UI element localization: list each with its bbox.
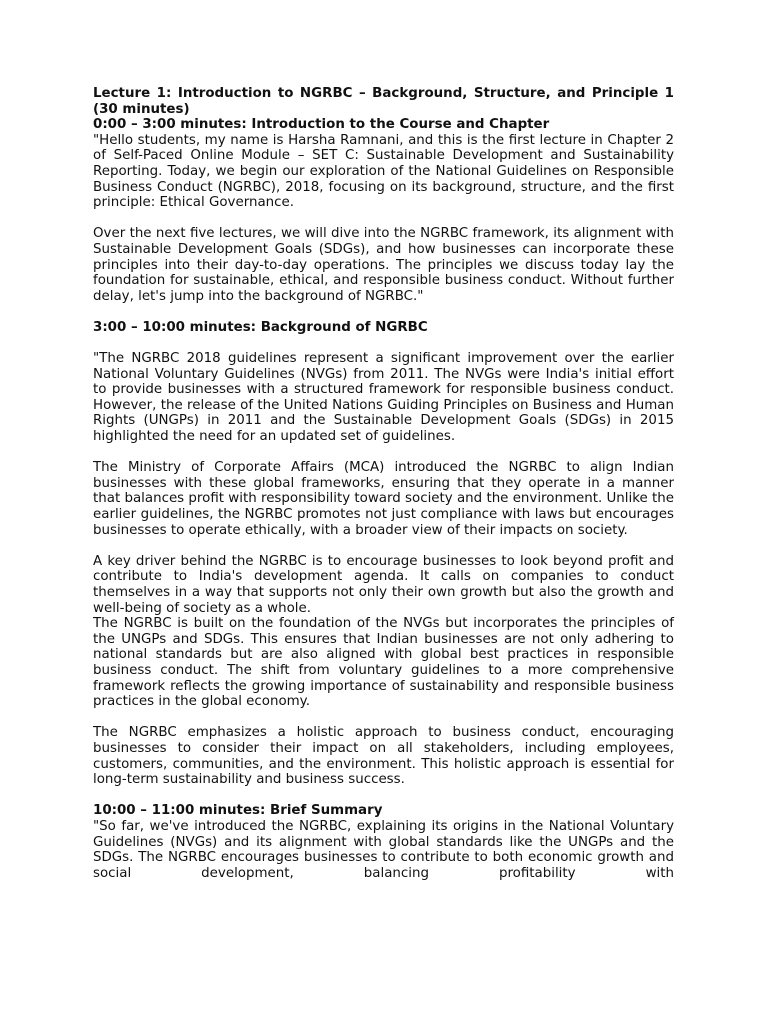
paragraph-summary: "So far, we've introduced the NGRBC, explaining its origins in the National Voluntary Guidelines (NVGs) and its alignment with global standards like the UNGPs and the SDGs. The NGRBC encourages businesses to contribute to both economic growth and social development, balancing profitability with [93,818,674,881]
paragraph-intro-overview: Over the next five lectures, we will dive into the NGRBC framework, its alignment with Sustainable Development Goals (SDGs), and how businesses can incorporate these principles into their day-to-day operations. The principles we discuss today lay the foundation for sustainable, ethical, and responsible business conduct. Without further delay, let's jump into the background of NGRBC." [93,226,674,304]
paragraph-background-holistic: The NGRBC emphasizes a holistic approach to business conduct, encouraging businesses to consider their impact on all stakeholders, including employees, customers, communities, and the environment. This holistic approach is essential for long-term sustainability and business success. [93,725,674,788]
paragraph-gap [93,445,674,461]
paragraph-background-mca: The Ministry of Corporate Affairs (MCA) introduced the NGRBC to align Indian businesses with these global frameworks, ensuring that they operate in a manner that balances profit with responsibility toward society and the environment. Unlike the earlier guidelines, the NGRBC promotes not just compliance with laws but encourages businesses to operate ethically, with a broader view of their impacts on society. [93,460,674,538]
paragraph-background-nvgs: "The NGRBC 2018 guidelines represent a significant improvement over the earlier National Voluntary Guidelines (NVGs) from 2011. The NVGs were India's initial effort to provide businesses with a structured framework for responsible business conduct. However, the release of the United Nations Guiding Principles on Business and Human Rights (UNGPs) in 2011 and the Sustainable Development Goals (SDGs) in 2015 highlighted the need for an updated set of guidelines. [93,351,674,445]
section-heading-background: 3:00 – 10:00 minutes: Background of NGRBC [93,319,428,335]
paragraph-gap [93,336,674,352]
paragraph-gap [93,211,674,227]
section-heading-introduction: 0:00 – 3:00 minutes: Introduction to the Course and Chapter [93,117,550,133]
paragraph-gap [93,710,674,726]
lecture-title: Lecture 1: Introduction to NGRBC – Background, Structure, and Principle 1 (30 minutes) [93,86,674,117]
document-page [93,86,674,881]
paragraph-background-foundation: The NGRBC is built on the foundation of the NVGs but incorporates the principles of the UNGPs and SDGs. This ensures that Indian businesses are not only adhering to national standards but are also aligned with global best practices in responsible business conduct. The shift from voluntary guidelines to a more comprehensive framework reflects the growing importance of sustainability and responsible business practices in the global economy. [93,616,674,710]
paragraph-gap [93,538,674,554]
paragraph-intro-greeting: "Hello students, my name is Harsha Ramnani, and this is the first lecture in Chapter 2 of Self-Paced Online Module – SET C: Sustainable Development and Sustainability Reporting. Today, we begin our exploration of the National Guidelines on Responsible Business Conduct (NGRBC), 2018, focusing on its background, structure, and the first principle: Ethical Governance. [93,132,674,211]
paragraph-gap [93,304,674,320]
section-heading-summary: 10:00 – 11:00 minutes: Brief Summary [93,803,383,819]
paragraph-background-driver: A key driver behind the NGRBC is to encourage businesses to look beyond profit and contribute to India's development agenda. It calls on companies to conduct themselves in a way that supports not only their own growth but also the growth and well-being of society as a whole. [93,553,674,616]
paragraph-gap [93,788,674,804]
